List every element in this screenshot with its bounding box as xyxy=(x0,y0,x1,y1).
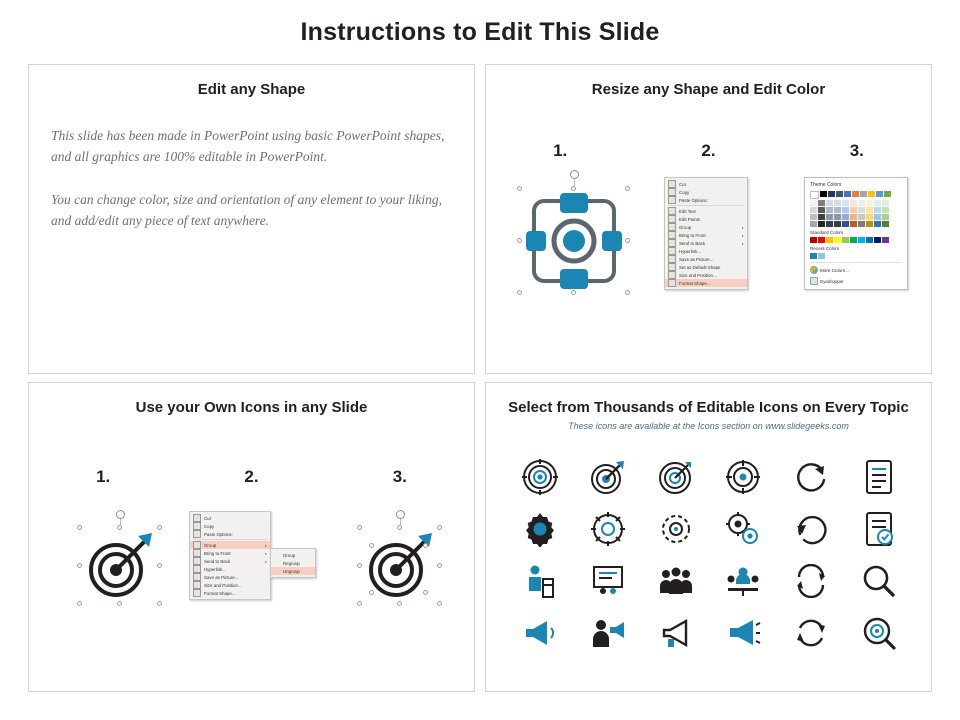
color-swatch[interactable] xyxy=(818,221,825,227)
menu-item-save-as-picture[interactable] xyxy=(190,573,270,581)
resize-step-number-3: 3. xyxy=(849,141,864,160)
color-swatch[interactable] xyxy=(858,207,865,213)
menu-item-copy[interactable] xyxy=(665,188,747,196)
paste-icon xyxy=(193,530,201,538)
magnifier-icon[interactable] xyxy=(858,560,900,602)
checklist-document-icon[interactable] xyxy=(858,508,900,550)
panel-edit-any-shape xyxy=(28,64,475,374)
submenu-item-label: Regroup xyxy=(283,560,300,566)
selection-handle[interactable] xyxy=(369,590,374,595)
menu-item-group[interactable] xyxy=(190,541,270,549)
theme-colors-row[interactable] xyxy=(810,221,902,227)
color-swatch[interactable] xyxy=(882,200,889,206)
color-swatch[interactable] xyxy=(810,221,817,227)
resizable-shape-graphic xyxy=(520,189,628,293)
panel-title-edit-shape: Edit any Shape xyxy=(197,81,306,98)
menu-item-send-to-back[interactable] xyxy=(190,557,270,565)
icon-library-grid xyxy=(506,451,913,659)
selection-handle[interactable] xyxy=(77,563,82,568)
menu-item-edit-text[interactable] xyxy=(665,207,747,215)
own-icons-step-number-1: 1. xyxy=(96,467,111,486)
color-swatch[interactable] xyxy=(810,207,817,213)
color-swatch[interactable] xyxy=(850,237,857,243)
eyedropper-option[interactable] xyxy=(810,277,902,285)
own-icons-step-number-3: 3. xyxy=(392,467,407,486)
default-shape-icon xyxy=(668,263,676,271)
selection-handle[interactable] xyxy=(437,525,442,530)
page-title: Instructions to Edit This Slide xyxy=(300,18,660,46)
panel-resize-shape xyxy=(485,64,932,374)
menu-item-label: Hyperlink... xyxy=(204,566,226,572)
menu-item-set-default-shape[interactable] xyxy=(665,263,747,271)
menu-item-save-as-picture[interactable] xyxy=(665,255,747,263)
color-swatch[interactable] xyxy=(842,221,849,227)
bullhorn-icon[interactable] xyxy=(655,612,697,654)
color-swatch[interactable] xyxy=(810,253,817,259)
panel-icon-library xyxy=(485,382,932,692)
menu-item-group[interactable] xyxy=(665,223,747,231)
submenu-item-ungroup[interactable] xyxy=(271,567,315,575)
menu-item-label: Edit Points xyxy=(679,216,700,222)
color-swatch[interactable] xyxy=(866,221,873,227)
color-swatch[interactable] xyxy=(834,237,841,243)
target-search-icon[interactable] xyxy=(858,612,900,654)
send-back-icon xyxy=(193,557,201,565)
menu-item-label: Edit Text xyxy=(679,208,696,214)
selection-handle[interactable] xyxy=(423,543,428,548)
edit-shape-paragraph-2: You can change color, size and orientation of any element to your liking, and add/edit any piece of text anywhere. xyxy=(51,191,442,228)
color-picker-panel[interactable] xyxy=(804,177,908,290)
selection-handle[interactable] xyxy=(437,601,442,606)
size-position-icon xyxy=(668,271,676,279)
color-swatch[interactable] xyxy=(874,207,881,213)
edit-text-icon xyxy=(668,207,676,215)
color-swatch[interactable] xyxy=(868,191,875,197)
target-arrow-icon[interactable] xyxy=(587,456,629,498)
menu-item-label: Group xyxy=(204,542,217,548)
chevron-right-icon: ▸ xyxy=(741,240,744,246)
cut-icon xyxy=(668,180,676,188)
color-swatch[interactable] xyxy=(844,191,851,197)
menu-divider xyxy=(668,205,744,206)
panel-subtitle-icon-library: These icons are available at the Icons section on www.slidegeeks.com xyxy=(568,421,849,431)
menu-item-label: Set as Default Shape xyxy=(679,264,721,270)
menu-item-label: Bring to Front xyxy=(679,232,706,238)
rotate-handle[interactable] xyxy=(396,510,405,519)
theme-colors-row[interactable] xyxy=(810,191,902,199)
color-swatch[interactable] xyxy=(850,221,857,227)
eyedropper-label: Eyedropper xyxy=(820,278,844,284)
menu-item-format-shape[interactable] xyxy=(190,589,270,597)
menu-item-label: Format Shape... xyxy=(679,280,711,286)
gear-outline-icon[interactable] xyxy=(587,508,629,550)
target-crosshair-icon[interactable] xyxy=(722,456,764,498)
color-swatch[interactable] xyxy=(858,214,865,220)
more-colors-option[interactable] xyxy=(810,266,902,274)
context-menu[interactable] xyxy=(664,177,748,290)
menu-item-hyperlink[interactable] xyxy=(190,565,270,573)
gears-pair-icon[interactable] xyxy=(722,508,764,550)
menu-item-label: Hyperlink... xyxy=(679,248,701,254)
selection-handle[interactable] xyxy=(369,543,374,548)
person-podium-icon[interactable] xyxy=(519,560,561,602)
figure-group-menu xyxy=(189,511,300,600)
document-lines-icon[interactable] xyxy=(858,456,900,498)
hyperlink-icon xyxy=(668,247,676,255)
menu-item-format-shape[interactable] xyxy=(665,279,747,287)
color-swatch[interactable] xyxy=(874,214,881,220)
selection-handle[interactable] xyxy=(157,525,162,530)
color-swatch[interactable] xyxy=(882,214,889,220)
team-meeting-icon[interactable] xyxy=(722,560,764,602)
selection-handle[interactable] xyxy=(625,290,630,295)
chevron-right-icon: ▸ xyxy=(741,232,744,238)
color-swatch[interactable] xyxy=(850,214,857,220)
figure-target-ungrouped xyxy=(355,523,445,613)
menu-item-label: Send to Back xyxy=(679,240,706,246)
color-swatch[interactable] xyxy=(858,237,865,243)
format-shape-icon xyxy=(193,589,201,597)
menu-item-label: Paste Options: xyxy=(679,197,708,203)
color-swatch[interactable] xyxy=(818,200,825,206)
save-picture-icon xyxy=(193,573,201,581)
color-swatch[interactable] xyxy=(810,237,817,243)
format-shape-icon xyxy=(668,279,676,287)
color-swatch[interactable] xyxy=(850,207,857,213)
selection-handle[interactable] xyxy=(517,238,522,243)
context-menu-group[interactable] xyxy=(189,511,300,600)
color-swatch[interactable] xyxy=(810,214,817,220)
target-circles-icon[interactable] xyxy=(519,456,561,498)
menu-item-label: Bring to Front xyxy=(204,550,231,556)
presentation-person-icon[interactable] xyxy=(587,560,629,602)
picker-divider xyxy=(810,262,902,263)
color-swatch[interactable] xyxy=(810,191,819,199)
cut-icon xyxy=(193,514,201,522)
panel-title-resize-shape: Resize any Shape and Edit Color xyxy=(591,81,826,98)
menu-item-label: Save as Picture... xyxy=(204,574,239,580)
menu-item-copy[interactable] xyxy=(190,522,270,530)
color-swatch[interactable] xyxy=(810,200,817,206)
selection-handle[interactable] xyxy=(625,186,630,191)
color-swatch[interactable] xyxy=(842,214,849,220)
theme-colors-label: Theme Colors xyxy=(810,182,842,188)
color-swatch[interactable] xyxy=(834,207,841,213)
refresh-clockwise-icon[interactable] xyxy=(790,456,832,498)
theme-colors-row[interactable] xyxy=(810,200,902,206)
menu-item-paste-options[interactable] xyxy=(190,530,270,538)
target-arrow-graphic xyxy=(80,528,160,604)
color-swatch[interactable] xyxy=(858,200,865,206)
menu-item-hyperlink[interactable] xyxy=(665,247,747,255)
loudspeaker-icon[interactable] xyxy=(722,612,764,654)
color-swatch[interactable] xyxy=(834,200,841,206)
color-swatch[interactable] xyxy=(882,221,889,227)
color-swatch[interactable] xyxy=(866,200,873,206)
menu-item-label: Cut xyxy=(204,515,211,521)
color-swatch[interactable] xyxy=(818,237,825,243)
menu-item-size-and-position[interactable] xyxy=(665,271,747,279)
chevron-right-icon: ▸ xyxy=(264,558,267,564)
menu-item-label: Copy xyxy=(679,189,690,195)
paste-icon xyxy=(668,196,676,204)
group-submenu[interactable] xyxy=(270,548,316,578)
menu-item-size-and-position[interactable] xyxy=(190,581,270,589)
color-swatch[interactable] xyxy=(834,221,841,227)
megaphone-icon[interactable] xyxy=(519,612,561,654)
send-back-icon xyxy=(668,239,676,247)
size-position-icon xyxy=(193,581,201,589)
color-swatch[interactable] xyxy=(874,200,881,206)
panel-title-own-icons: Use your Own Icons in any Slide xyxy=(135,399,368,416)
color-swatch[interactable] xyxy=(860,191,867,197)
color-swatch[interactable] xyxy=(842,237,849,243)
menu-item-send-to-back[interactable] xyxy=(665,239,747,247)
panel-own-icons xyxy=(28,382,475,692)
selection-handle[interactable] xyxy=(357,525,362,530)
color-wheel-icon xyxy=(810,266,818,274)
color-swatch[interactable] xyxy=(826,237,833,243)
recent-colors-label: Recent Colors xyxy=(810,246,840,251)
gear-solid-icon[interactable] xyxy=(519,508,561,550)
color-swatch[interactable] xyxy=(842,207,849,213)
selection-handle[interactable] xyxy=(357,563,362,568)
group-icon xyxy=(193,541,201,549)
color-swatch[interactable] xyxy=(826,221,833,227)
refresh-circular-icon[interactable] xyxy=(790,508,832,550)
submenu-item-label: Group xyxy=(283,552,296,558)
color-swatch[interactable] xyxy=(884,191,891,197)
color-swatch[interactable] xyxy=(866,207,873,213)
selection-handle[interactable] xyxy=(117,601,122,606)
menu-item-paste-options[interactable] xyxy=(665,196,747,204)
color-swatch[interactable] xyxy=(826,214,833,220)
color-swatch[interactable] xyxy=(866,214,873,220)
chevron-right-icon: ▸ xyxy=(741,224,744,230)
rotate-handle[interactable] xyxy=(116,510,125,519)
color-swatch[interactable] xyxy=(852,191,859,197)
color-swatch[interactable] xyxy=(818,214,825,220)
panel-title-icon-library: Select from Thousands of Editable Icons on Every Topic xyxy=(508,399,909,416)
resize-step-number-1: 1. xyxy=(553,141,568,160)
save-picture-icon xyxy=(668,255,676,263)
color-swatch[interactable] xyxy=(850,200,857,206)
recycle-arrows-icon[interactable] xyxy=(790,612,832,654)
resize-step-number-2: 2. xyxy=(701,141,716,160)
color-swatch[interactable] xyxy=(876,191,883,197)
selection-handle[interactable] xyxy=(517,290,522,295)
hyperlink-icon xyxy=(193,565,201,573)
eyedropper-icon xyxy=(810,277,818,285)
menu-item-label: Save as Picture... xyxy=(679,256,714,262)
menu-item-cut[interactable] xyxy=(190,514,270,522)
menu-item-label: Format Shape... xyxy=(204,590,236,596)
selection-handle[interactable] xyxy=(77,601,82,606)
selection-handle[interactable] xyxy=(157,563,162,568)
figure-context-menu xyxy=(664,177,748,290)
edit-shape-paragraph-1: This slide has been made in PowerPoint using basic PowerPoint shapes, and all graphics are 100% editable in PowerPoint. xyxy=(51,128,445,164)
gear-dotted-icon[interactable] xyxy=(655,508,697,550)
edit-points-icon xyxy=(668,215,676,223)
submenu-item-label: Ungroup xyxy=(283,568,300,574)
menu-item-bring-to-front[interactable] xyxy=(665,231,747,239)
copy-icon xyxy=(668,188,676,196)
menu-item-label: Cut xyxy=(679,181,686,187)
rotate-handle[interactable] xyxy=(570,170,579,179)
color-swatch[interactable] xyxy=(826,207,833,213)
theme-colors-row[interactable] xyxy=(810,207,902,213)
selection-handle[interactable] xyxy=(77,525,82,530)
color-swatch[interactable] xyxy=(836,191,843,197)
group-people-icon[interactable] xyxy=(655,560,697,602)
selection-handle[interactable] xyxy=(423,590,428,595)
bring-front-icon xyxy=(668,231,676,239)
selection-handle[interactable] xyxy=(397,601,402,606)
figure-color-picker xyxy=(804,177,908,290)
menu-item-label: Size and Position... xyxy=(679,272,717,278)
selection-handle[interactable] xyxy=(517,186,522,191)
own-icons-step-number-2: 2. xyxy=(244,467,259,486)
color-swatch[interactable] xyxy=(874,237,881,243)
sync-arrows-icon[interactable] xyxy=(790,560,832,602)
copy-icon xyxy=(193,522,201,530)
menu-item-label: Send to Back xyxy=(204,558,231,564)
color-swatch[interactable] xyxy=(834,214,841,220)
color-swatch[interactable] xyxy=(858,221,865,227)
standard-colors-label: Standard Colors xyxy=(810,230,844,235)
menu-item-label: Size and Position... xyxy=(204,582,242,588)
selection-handle[interactable] xyxy=(357,601,362,606)
menu-item-bring-to-front[interactable] xyxy=(190,549,270,557)
selection-handle[interactable] xyxy=(157,601,162,606)
person-speaking-icon[interactable] xyxy=(587,612,629,654)
menu-item-edit-points[interactable] xyxy=(665,215,747,223)
color-swatch[interactable] xyxy=(818,207,825,213)
bring-front-icon xyxy=(193,549,201,557)
recent-colors-row[interactable] xyxy=(810,253,902,259)
figure-target-selected xyxy=(75,523,165,613)
menu-item-label: Group xyxy=(679,224,692,230)
selection-handle[interactable] xyxy=(625,238,630,243)
submenu-item-group[interactable] xyxy=(271,551,315,559)
chevron-right-icon: ▸ xyxy=(264,542,267,548)
menu-item-label: Paste Options: xyxy=(204,531,233,537)
color-swatch[interactable] xyxy=(882,207,889,213)
target-dartboard-icon[interactable] xyxy=(655,456,697,498)
selection-handle[interactable] xyxy=(437,563,442,568)
color-swatch[interactable] xyxy=(842,200,849,206)
color-swatch[interactable] xyxy=(820,191,827,197)
chevron-right-icon: ▸ xyxy=(264,550,267,556)
color-swatch[interactable] xyxy=(826,200,833,206)
color-swatch[interactable] xyxy=(882,237,889,243)
more-colors-label: More Colors... xyxy=(820,267,849,273)
menu-item-cut[interactable] xyxy=(665,180,747,188)
selection-handle[interactable] xyxy=(571,290,576,295)
color-swatch[interactable] xyxy=(874,221,881,227)
color-swatch[interactable] xyxy=(866,237,873,243)
theme-colors-row[interactable] xyxy=(810,214,902,220)
color-swatch[interactable] xyxy=(818,253,825,259)
color-swatch[interactable] xyxy=(828,191,835,197)
group-icon xyxy=(668,223,676,231)
standard-colors-row[interactable] xyxy=(810,237,902,243)
submenu-item-regroup[interactable] xyxy=(271,559,315,567)
figure-shape-with-handles xyxy=(508,177,643,307)
menu-divider xyxy=(193,539,267,540)
menu-item-label: Copy xyxy=(204,523,215,529)
